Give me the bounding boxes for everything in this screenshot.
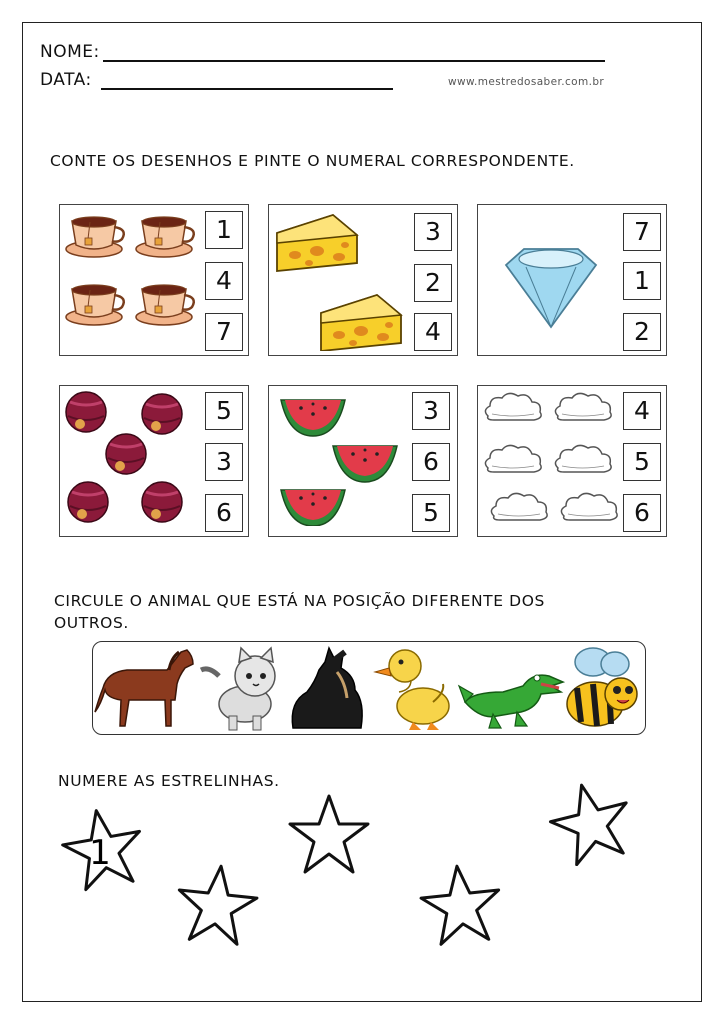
count-box-watermelon <box>268 385 458 537</box>
animal-instruction-line2: OUTROS. <box>54 614 129 632</box>
cloud-icon <box>555 445 611 472</box>
diamond-icon <box>496 243 606 333</box>
duck-icon[interactable] <box>375 650 449 730</box>
count-box-cheese <box>268 204 458 356</box>
cheese-picture <box>273 211 413 351</box>
date-label: DATA: <box>40 70 92 90</box>
numeral-option[interactable]: 3 <box>205 443 243 481</box>
cloud-icon <box>555 393 611 420</box>
watermelon-picture <box>279 396 415 526</box>
ball-icon <box>106 434 146 474</box>
cups-picture <box>64 209 200 349</box>
balls-picture <box>64 390 200 532</box>
numeral-option[interactable]: 4 <box>205 262 243 300</box>
date-field[interactable] <box>101 88 393 90</box>
watermelon-slice-icon <box>281 400 345 436</box>
ball-icon <box>68 482 108 522</box>
numeral-option[interactable]: 6 <box>412 443 450 481</box>
animal-row <box>93 642 645 734</box>
stars-instruction: NUMERE AS ESTRELINHAS. <box>58 772 280 790</box>
numeral-option[interactable]: 4 <box>623 392 661 430</box>
teacup-icon <box>66 285 124 325</box>
numeral-option[interactable]: 6 <box>623 494 661 532</box>
numeral-option[interactable]: 2 <box>414 264 452 302</box>
numeral-option[interactable]: 5 <box>412 494 450 532</box>
count-box-diamond <box>477 204 667 356</box>
watermelon-slice-icon <box>281 490 345 526</box>
cloud-icon <box>485 393 541 420</box>
name-field[interactable] <box>103 60 605 62</box>
star-2[interactable] <box>174 862 260 948</box>
ball-icon <box>142 394 182 434</box>
name-label: NOME: <box>40 42 100 62</box>
numeral-option[interactable]: 3 <box>412 392 450 430</box>
numeral-option[interactable]: 3 <box>414 213 452 251</box>
teacup-icon <box>66 217 124 257</box>
cat-icon[interactable] <box>201 648 275 730</box>
numeral-option[interactable]: 5 <box>205 392 243 430</box>
numeral-option[interactable]: 2 <box>623 313 661 351</box>
animal-strip <box>92 641 646 735</box>
numeral-option[interactable]: 5 <box>623 443 661 481</box>
website-credit: www.mestredosaber.com.br <box>448 76 605 88</box>
cloud-icon <box>491 493 547 520</box>
star-4[interactable] <box>418 862 504 948</box>
star-1[interactable] <box>60 806 146 892</box>
teacup-icon <box>136 217 194 257</box>
ball-icon <box>142 482 182 522</box>
count-box-clouds <box>477 385 667 537</box>
numeral-option[interactable]: 4 <box>414 313 452 351</box>
animal-instruction-line1: CIRCULE O ANIMAL QUE ESTÁ NA POSIÇÃO DIFERENTE DOS <box>54 592 545 610</box>
cheese-icon <box>277 215 357 271</box>
numeral-option[interactable]: 1 <box>623 262 661 300</box>
cloud-icon <box>561 493 617 520</box>
numeral-option[interactable]: 6 <box>205 494 243 532</box>
ball-icon <box>66 392 106 432</box>
horse-icon[interactable] <box>95 650 193 726</box>
count-box-balls <box>59 385 249 537</box>
numeral-option[interactable]: 1 <box>205 211 243 249</box>
star-5[interactable] <box>548 780 634 866</box>
star-3[interactable] <box>286 792 372 878</box>
numeral-option[interactable]: 7 <box>623 213 661 251</box>
animal-instruction <box>54 590 545 634</box>
bee-icon[interactable] <box>567 648 637 726</box>
wolf-icon[interactable] <box>292 648 362 728</box>
cheese-icon <box>321 295 401 351</box>
numeral-option[interactable]: 7 <box>205 313 243 351</box>
counting-instruction: CONTE OS DESENHOS E PINTE O NUMERAL CORRESPONDENTE. <box>50 152 575 170</box>
teacup-icon <box>136 285 194 325</box>
clouds-picture <box>482 390 622 530</box>
star-number: 1 <box>89 833 111 873</box>
crocodile-icon[interactable] <box>459 675 563 728</box>
watermelon-slice-icon <box>333 446 397 482</box>
cloud-icon <box>485 445 541 472</box>
count-box-cups <box>59 204 249 356</box>
